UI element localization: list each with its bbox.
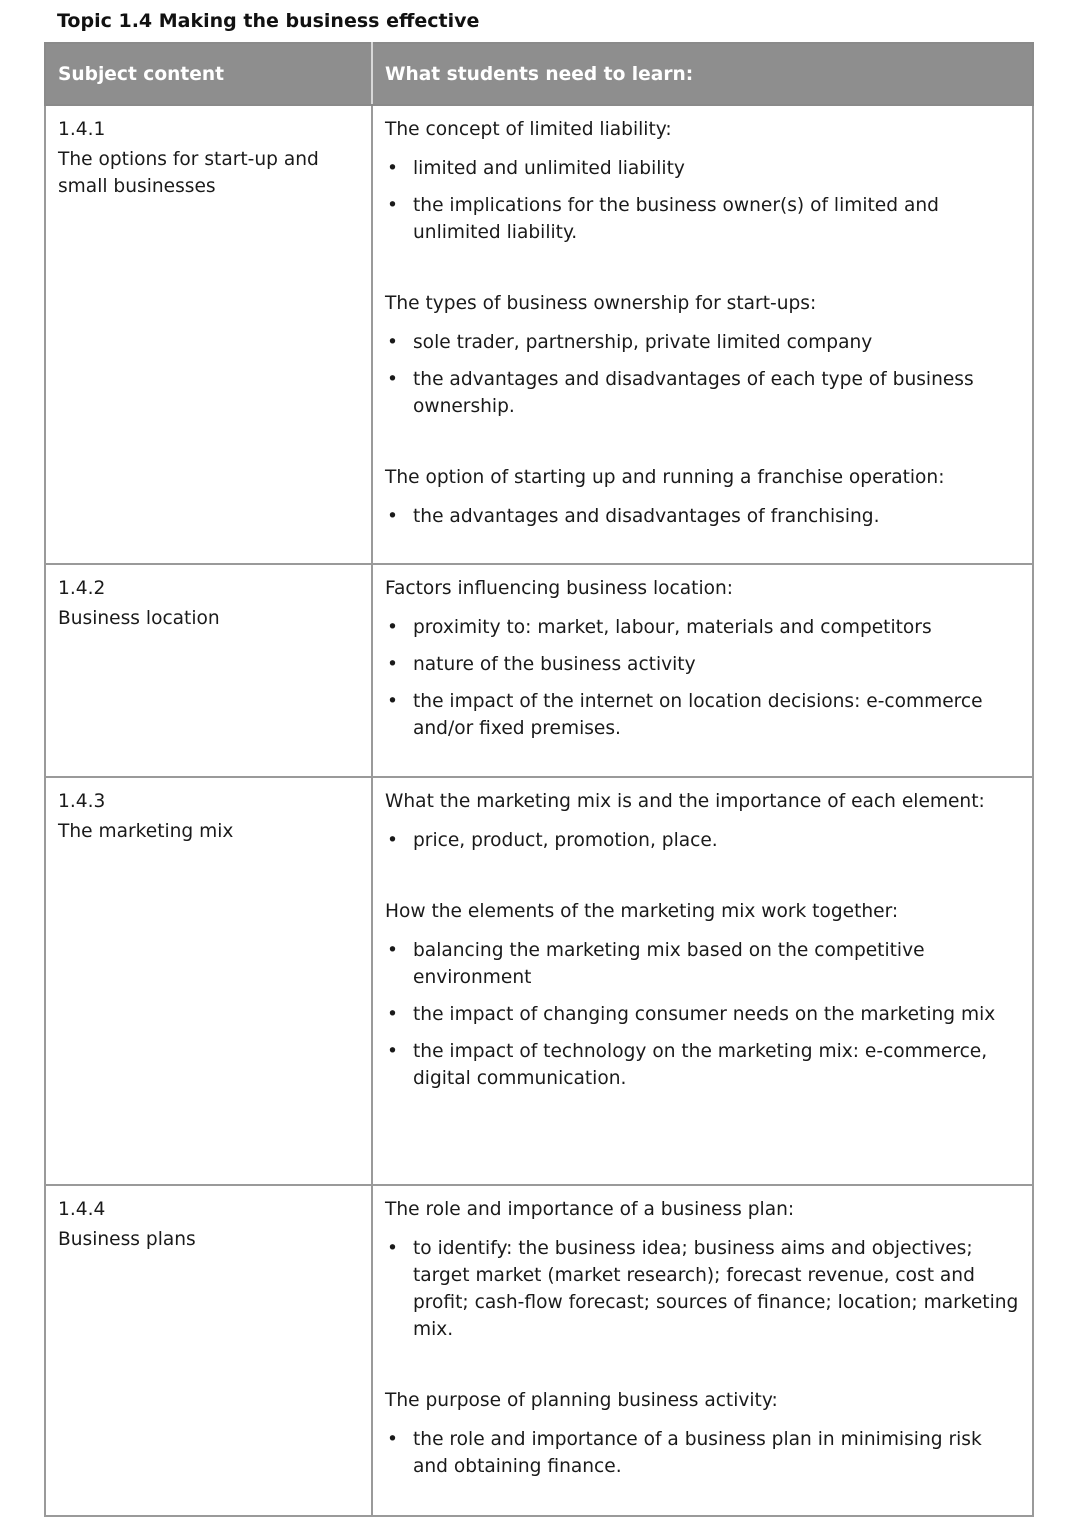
bullet-list [385, 155, 1020, 246]
learning-cell [372, 777, 1033, 1185]
bullet-icon: • [387, 1004, 398, 1025]
list-item [385, 1426, 1020, 1480]
list-item [385, 155, 1020, 182]
subject-cell [45, 777, 372, 1185]
bullet-text: the impact of technology on the marketing mix: e-commerce, digital communication. [413, 1041, 988, 1089]
learning-group [385, 788, 1020, 854]
learning-group [385, 1387, 1020, 1480]
specification-table [44, 42, 1034, 1517]
list-item [385, 329, 1020, 356]
list-item [385, 1038, 1020, 1092]
group-intro: How the elements of the marketing mix work together: [385, 901, 899, 922]
bullet-text: the advantages and disadvantages of franchising. [413, 506, 880, 527]
learning-cell [372, 1185, 1033, 1516]
list-item [385, 651, 1020, 678]
bullet-icon: • [387, 617, 398, 638]
table-row [45, 564, 1033, 777]
bullet-text: proximity to: market, labour, materials and competitors [413, 617, 932, 638]
topic-code: 1.4.4 [58, 1199, 106, 1220]
bullet-text: the advantages and disadvantages of each type of business ownership. [413, 369, 974, 417]
list-item [385, 1235, 1020, 1343]
learning-group [385, 290, 1020, 420]
bullet-icon: • [387, 1429, 398, 1450]
topic-code: 1.4.3 [58, 791, 106, 812]
table-header-row [45, 43, 1033, 105]
group-intro: The option of starting up and running a franchise operation: [385, 467, 945, 488]
subject-cell [45, 105, 372, 564]
list-item [385, 192, 1020, 246]
table-row [45, 1185, 1033, 1516]
list-item [385, 1001, 1020, 1028]
bullet-icon: • [387, 195, 398, 216]
group-intro: The types of business ownership for start-ups: [385, 293, 817, 314]
learning-group [385, 575, 1020, 742]
bullet-list [385, 503, 1020, 530]
bullet-icon: • [387, 1238, 398, 1259]
bullet-text: the impact of the internet on location decisions: e-commerce and/or fixed premises. [413, 691, 983, 739]
table-row [45, 777, 1033, 1185]
list-item [385, 503, 1020, 530]
bullet-list [385, 1235, 1020, 1343]
table-row [45, 105, 1033, 564]
bullet-icon: • [387, 506, 398, 527]
bullet-icon: • [387, 830, 398, 851]
topic-subject: Business plans [58, 1229, 196, 1250]
group-intro: The purpose of planning business activity: [385, 1390, 778, 1411]
learning-group [385, 1196, 1020, 1343]
learning-cell [372, 105, 1033, 564]
group-intro: The concept of limited liability: [385, 119, 672, 140]
group-intro: Factors influencing business location: [385, 578, 734, 599]
group-intro: What the marketing mix is and the importance of each element: [385, 791, 985, 812]
topic-subject: Business location [58, 608, 220, 629]
header-what-students-learn: What students need to learn: [372, 43, 1033, 105]
subject-cell [45, 1185, 372, 1516]
bullet-text: nature of the business activity [413, 654, 696, 675]
group-intro: The role and importance of a business plan: [385, 1199, 795, 1220]
bullet-text: the implications for the business owner(s) of limited and unlimited liability. [413, 195, 939, 243]
list-item [385, 937, 1020, 991]
bullet-icon: • [387, 1041, 398, 1062]
bullet-icon: • [387, 369, 398, 390]
topic-subject: The options for start-up and small businesses [58, 149, 319, 197]
header-subject-content: Subject content [45, 43, 372, 105]
bullet-text: the role and importance of a business plan in minimising risk and obtaining finance. [413, 1429, 982, 1477]
bullet-icon: • [387, 332, 398, 353]
bullet-list [385, 614, 1020, 742]
bullet-text: to identify: the business idea; business aims and objectives; target market (market research); forecast revenue, cost and profit; cash-flow forecast; sources of finance; location; marketing mix. [413, 1238, 1019, 1340]
list-item [385, 688, 1020, 742]
bullet-text: the impact of changing consumer needs on the marketing mix [413, 1004, 996, 1025]
topic-subject: The marketing mix [58, 821, 234, 842]
bullet-text: price, product, promotion, place. [413, 830, 718, 851]
bullet-list [385, 1426, 1020, 1480]
list-item [385, 366, 1020, 420]
learning-cell [372, 564, 1033, 777]
learning-group [385, 898, 1020, 1092]
bullet-text: limited and unlimited liability [413, 158, 685, 179]
bullet-text: balancing the marketing mix based on the competitive environment [413, 940, 925, 988]
bullet-icon: • [387, 654, 398, 675]
bullet-list [385, 937, 1020, 1092]
topic-code: 1.4.2 [58, 578, 106, 599]
list-item [385, 614, 1020, 641]
bullet-icon: • [387, 691, 398, 712]
bullet-text: sole trader, partnership, private limited company [413, 332, 873, 353]
bullet-icon: • [387, 158, 398, 179]
page-title: Topic 1.4 Making the business effective [57, 10, 480, 32]
bullet-list [385, 827, 1020, 854]
subject-cell [45, 564, 372, 777]
topic-code: 1.4.1 [58, 119, 106, 140]
learning-group [385, 464, 1020, 530]
bullet-list [385, 329, 1020, 420]
list-item [385, 827, 1020, 854]
bullet-icon: • [387, 940, 398, 961]
learning-group [385, 116, 1020, 246]
